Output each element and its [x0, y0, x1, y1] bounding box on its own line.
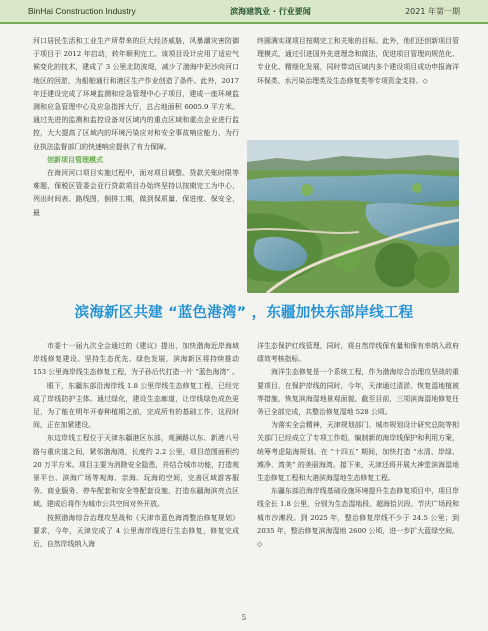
publication-section: 滨海建筑业 · 行业要闻 [230, 6, 311, 16]
paragraph: 终圆满实现项目按期完工和关账的目标。此外，他们还创新项目管理模式，通过引进国外先进理念和做法，促进项目管理向规范化、专业化、精细化发展，同时带动区域内多个建设项目成功申报海洋环保类、水污染治理类及生态修复类等专项资金支持。◇ [257, 37, 459, 85]
paragraph: 海洋生态修复是一个系统工程，作为渤海综合治理攻坚战的重要项目，在保护岸线的同时，今年，天津通过清淤、恢复湿地植被等措施，恢复滨海湿地景观面貌。截至目前，三项滨海湿地修复任务已全部完成，共整治修复湿地 528 公顷。 [257, 368, 459, 417]
paragraph: 按照渤海综合治理攻坚战和《天津市蓝色海湾整治修复规划》要求，今年，天津完成了 4 公里海岸线进行生态修复，修复完成后，自然岸线纳入海 [33, 513, 239, 549]
section-subheading: 创新项目管理模式 [47, 155, 103, 164]
paragraph: 市委十一届九次全会通过的《建议》提出，加快渤海近岸海域岸线修复建设。坚持生态优先、绿色发展，滨海新区将持续推动 153 公里海岸线生态修复工程，为子孙后代打造一片 “蓝色海湾” 。 [33, 342, 239, 377]
paragraph: 洋生态保护红线管理，同时，将自然岸线保有量和保有率纳入政府绩效考核指标。 [257, 342, 459, 364]
paragraph: 河口居民生活和工业生产所带来的巨大经济威胁，风暴潮灾害防御于项目于 2012 年启动，转年顺利完工。该项目设计应用了适应气候变化的技术，建成了 3 公里北防波堤，减少了渤海中泥沙向河口地区的回淤，为船舶通行和港区生产作业创造了条件。此外，2017 年还建设完成了环境监测和应急管理中心子项目，建成一座环境监测和应急管理中心及应急指挥大厅，总占地面积 6005.9 平方米。通过先进的监测和监控设备对区域内的重点区域和重点企业进行监控，大大提高了区域内的环境污染应对和安全事故响应能力，为行业执法监督部门的快速响应提供了有力保障。 [33, 37, 239, 151]
issue-label: 2021 年第一期 [405, 6, 460, 16]
paragraph: 东边岸线工程位于天津东疆港区东部，观澜路以东、新港八号路与重庆道之间，紧邻渤海湾，长度约 2.2 公里，项目范围面积约 20 万平方米。项目主要为消除安全隐患，并结合城市功能，打造观景平台、滨海广场等观海、亲海、玩海的空间，完善区域游客服务、商业服务、停车配套和安全等配套设施，打造东疆海滨亮点区域。建成后将作为城市公共空间对外开放。 [33, 434, 239, 509]
paragraph: 东疆东部沿海岸线基础设施环境提升生态修复项目中，项目岸线全长 1.8 公里，分别为生态湿地段、超海拾贝段、节庆广场段和城市沙滩段。到 2025 年，整治修复岸线不少于 24.5 公里；到 2035 年，整治修复滨海湿地 2600 公顷，进一步扩大蓝绿空间。◇ [257, 487, 459, 549]
paragraph: 为落实全会精神，天津规划部门、城市规划设计研究总院等相关部门已经成立了专项工作组，编制新的海岸线保护和利用方案，统筹考虑陆海规划。在 “十四五” 期间，加快打造 “水清、岸绿、滩净、湾美” 的美丽海湾。接下来，天津还将开展大神堂滨海湿地生态修复工程和大港滨海湿地生态修复工程。 [257, 421, 459, 483]
article-top-left-column [33, 35, 239, 220]
publication-name-en: BinHai Construction Industry [28, 6, 136, 16]
page-number: 5 [241, 614, 247, 622]
article-top-right-column [257, 35, 459, 88]
paragraph: 眼下，东疆东部沿海岸线 1.8 公里岸线生态修复工程，已经完成了岸线防护主体。通过绿化，建设生态廊道，让岸线绿色成色更足，为了能在明年开春种植期之前，完成所有的基础工作，这段时间，正在加紧建设。 [33, 381, 239, 430]
photo-illustration [247, 140, 459, 293]
page-header [0, 0, 488, 24]
paragraph: 在海河河口项目实施过程中，面对项目调整、贷款关账时限等难题，保税区管委会亚行贷款项目办始终坚持以按期完工为中心，列出时间表、路线图，倒排工期，做到保质量、保进度、保安全，最 [33, 169, 239, 217]
article-bottom-left-column [33, 340, 239, 551]
wetland-aerial-photo [247, 140, 459, 293]
article-bottom-right-column [257, 340, 459, 551]
article-title: 滨海新区共建 “蓝色港湾” ，东疆加快东部岸线工程 [74, 305, 414, 321]
